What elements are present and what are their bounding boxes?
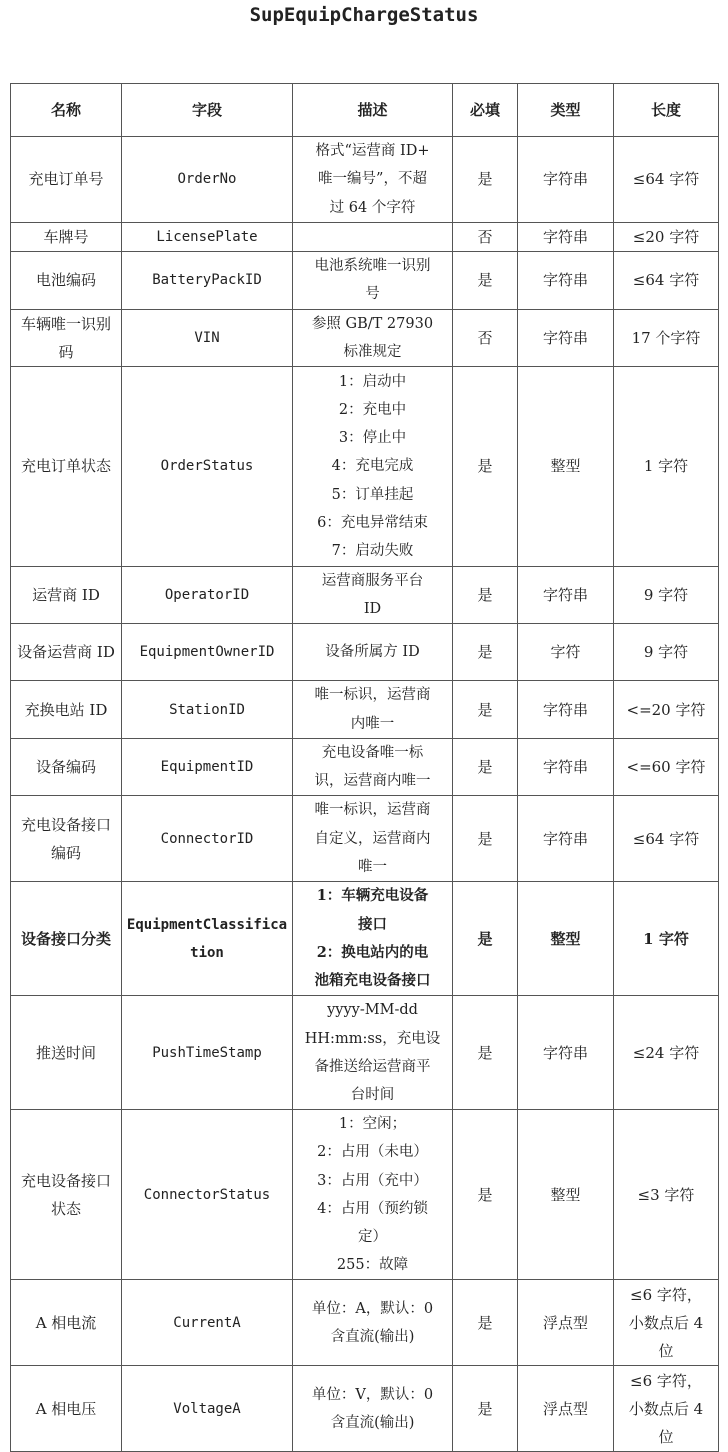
table-row (11, 223, 719, 252)
cell-field: ConnectorStatus (122, 1110, 293, 1280)
table-row (11, 252, 719, 309)
table-row (11, 1366, 719, 1452)
header-length: 长度 (614, 84, 719, 137)
field-table (10, 83, 719, 1452)
cell-name: 运营商 ID (11, 567, 122, 624)
cell-field: EquipmentOwnerID (122, 624, 293, 681)
cell-field: EquipmentClassification (122, 882, 293, 996)
cell-required: 是 (453, 882, 518, 996)
cell-length-line: ≤3 字符 (637, 1185, 695, 1204)
cell-description-line: 单位：A，默认：0 (311, 1300, 434, 1317)
cell-length (614, 567, 719, 624)
cell-field: ConnectorID (122, 796, 293, 882)
cell-length (614, 1280, 719, 1366)
cell-description (293, 137, 453, 223)
cell-type: 字符 (518, 624, 614, 681)
cell-type: 整型 (518, 367, 614, 567)
cell-type: 字符串 (518, 796, 614, 882)
table-row (11, 1110, 719, 1280)
cell-type: 字符串 (518, 996, 614, 1110)
header-type: 类型 (518, 84, 614, 137)
cell-description-line: HH:mm:ss，充电设 (304, 1030, 441, 1047)
cell-description-line: 唯一标识，运营商 (314, 802, 431, 819)
cell-length (614, 796, 719, 882)
cell-description-line: 备推送给运营商平 (314, 1058, 431, 1075)
cell-description-line: 1：启动中 (338, 373, 407, 390)
cell-description (293, 1110, 453, 1280)
cell-length-line: ≤64 字符 (632, 170, 700, 189)
cell-name: 充电设备接口编码 (11, 796, 122, 882)
cell-required: 否 (453, 309, 518, 366)
cell-description (293, 681, 453, 738)
cell-type: 字符串 (518, 738, 614, 795)
cell-description (293, 996, 453, 1110)
cell-description-line: 号 (365, 286, 380, 303)
table-row (11, 796, 719, 882)
cell-length (614, 624, 719, 681)
cell-description (293, 1280, 453, 1366)
cell-name: 充电订单号 (11, 137, 122, 223)
cell-length (614, 137, 719, 223)
cell-required: 是 (453, 137, 518, 223)
cell-required: 是 (453, 681, 518, 738)
cell-length-line: <=60 字符 (626, 757, 706, 776)
cell-name: 设备接口分类 (11, 882, 122, 996)
cell-required: 是 (453, 367, 518, 567)
cell-type: 字符串 (518, 681, 614, 738)
cell-length (614, 309, 719, 366)
table-row (11, 567, 719, 624)
document-title: SupEquipChargeStatus (249, 4, 479, 26)
cell-required: 是 (453, 796, 518, 882)
cell-description-line: 参照 GB/T 27930 (311, 315, 434, 332)
cell-description-line: 单位：V，默认：0 (311, 1386, 434, 1403)
cell-length-line: ≤64 字符 (632, 829, 700, 848)
cell-required: 是 (453, 624, 518, 681)
cell-description-line: 过 64 个字符 (329, 199, 416, 216)
cell-description-line: 2：充电中 (338, 402, 407, 418)
cell-description-line: 含直流(输出) (330, 1328, 415, 1345)
cell-description (293, 624, 453, 681)
header-required: 必填 (453, 84, 518, 137)
cell-name: 车牌号 (11, 223, 122, 252)
cell-required: 是 (453, 1110, 518, 1280)
table-row (11, 367, 719, 567)
cell-field: PushTimeStamp (122, 996, 293, 1110)
cell-name: 车辆唯一识别码 (11, 309, 122, 366)
cell-description-line: 电池系统唯一识别 (314, 258, 431, 275)
table-row (11, 882, 719, 996)
cell-description-line: 定） (358, 1229, 387, 1246)
cell-length-line: 17 个字符 (631, 328, 701, 347)
cell-length (614, 252, 719, 309)
cell-description-line: 唯一编号”，不超 (318, 171, 427, 188)
cell-description-line: 2：换电站内的电 (316, 943, 429, 961)
cell-length-line: ≤6 字符， (630, 1371, 702, 1390)
cell-length-line: ≤6 字符， (630, 1285, 702, 1304)
cell-field: OrderStatus (122, 367, 293, 567)
cell-description-line: 255：故障 (336, 1257, 409, 1274)
cell-description-line: yyyy-MM-dd (327, 1002, 418, 1019)
cell-type: 整型 (518, 882, 614, 996)
cell-name: 推送时间 (11, 996, 122, 1110)
cell-length-line: ≤20 字符 (632, 228, 700, 246)
cell-name: 设备编码 (11, 738, 122, 795)
cell-name: 充电设备接口状态 (11, 1110, 122, 1280)
cell-description (293, 367, 453, 567)
cell-type: 字符串 (518, 252, 614, 309)
cell-description-line: 台时间 (350, 1086, 395, 1103)
header-field: 字段 (122, 84, 293, 137)
table-row (11, 1280, 719, 1366)
cell-type: 字符串 (518, 309, 614, 366)
cell-description-line: 唯一 (358, 858, 387, 875)
table-row (11, 996, 719, 1110)
cell-field: CurrentA (122, 1280, 293, 1366)
cell-required: 是 (453, 738, 518, 795)
cell-description (293, 223, 453, 252)
cell-description-line: 含直流(输出) (330, 1414, 415, 1431)
cell-required: 是 (453, 1366, 518, 1452)
cell-length-line: 1 字符 (643, 929, 689, 948)
header-name: 名称 (11, 84, 122, 137)
cell-description-line: 3：停止中 (338, 430, 407, 447)
cell-field: OperatorID (122, 567, 293, 624)
table-header-row (11, 84, 719, 137)
cell-description (293, 738, 453, 795)
cell-required: 是 (453, 1280, 518, 1366)
cell-type: 整型 (518, 1110, 614, 1280)
cell-description (293, 252, 453, 309)
cell-field: OrderNo (122, 137, 293, 223)
cell-description (293, 1366, 453, 1452)
cell-description-line: 7：启动失败 (331, 543, 414, 560)
cell-description-line: 4：占用（预约锁 (317, 1200, 428, 1217)
cell-field: VIN (122, 309, 293, 366)
cell-length (614, 996, 719, 1110)
cell-length (614, 223, 719, 252)
table-row (11, 309, 719, 366)
cell-description-line: 6：充电异常结束 (317, 514, 428, 531)
cell-field: LicensePlate (122, 223, 293, 252)
cell-name: 电池编码 (11, 252, 122, 309)
cell-length (614, 738, 719, 795)
cell-field: EquipmentID (122, 738, 293, 795)
cell-description-line: 唯一标识，运营商 (314, 687, 431, 704)
cell-name: A 相电压 (11, 1366, 122, 1452)
cell-field: VoltageA (122, 1366, 293, 1452)
cell-length (614, 1366, 719, 1452)
cell-length-line: 1 字符 (643, 457, 689, 476)
cell-required: 是 (453, 252, 518, 309)
cell-required: 是 (453, 996, 518, 1110)
cell-description-line: 识，运营商内唯一 (314, 773, 431, 790)
cell-description-line: 2：占用（未电） (317, 1144, 428, 1161)
cell-description (293, 882, 453, 996)
cell-required: 否 (453, 223, 518, 252)
cell-description-line: 内唯一 (350, 715, 395, 732)
cell-length-line: 小数点后 4 (628, 1399, 704, 1418)
cell-description-line: 3：占用（充中） (317, 1172, 428, 1189)
cell-type: 字符串 (518, 567, 614, 624)
cell-type: 浮点型 (518, 1280, 614, 1366)
cell-description-line: 设备所属方 ID (325, 644, 420, 661)
cell-length (614, 882, 719, 996)
cell-field: BatteryPackID (122, 252, 293, 309)
cell-type: 浮点型 (518, 1366, 614, 1452)
cell-field: StationID (122, 681, 293, 738)
cell-length-line: 9 字符 (643, 643, 689, 662)
table-row (11, 624, 719, 681)
cell-length-line: ≤24 字符 (632, 1043, 700, 1062)
cell-name: 充电订单状态 (11, 367, 122, 567)
cell-length-line: 小数点后 4 (628, 1313, 704, 1332)
cell-description (293, 309, 453, 366)
cell-description-line: ID (363, 601, 382, 618)
cell-required: 是 (453, 567, 518, 624)
cell-name: 设备运营商 ID (11, 624, 122, 681)
cell-length (614, 367, 719, 567)
cell-length-line: 位 (658, 1428, 674, 1447)
cell-name: 充换电站 ID (11, 681, 122, 738)
cell-description-line: 自定义，运营商内 (314, 830, 431, 847)
cell-description-line: 运营商服务平台 (321, 573, 424, 590)
cell-description-line: 接口 (358, 915, 387, 933)
cell-description-line: 1：空闲； (338, 1116, 407, 1133)
cell-length-line: 位 (658, 1342, 674, 1361)
cell-description-line: 1：车辆充电设备 (316, 887, 429, 905)
cell-description-line: 池箱充电设备接口 (314, 971, 431, 989)
cell-description (293, 796, 453, 882)
header-description: 描述 (293, 84, 453, 137)
cell-length-line: 9 字符 (643, 586, 689, 605)
cell-type: 字符串 (518, 137, 614, 223)
cell-length-line: <=20 字符 (626, 700, 706, 719)
cell-description-line: 格式“运营商 ID+ (315, 143, 430, 160)
cell-length-line: ≤64 字符 (632, 271, 700, 290)
cell-description-line: 充电设备唯一标 (321, 744, 424, 761)
cell-type: 字符串 (518, 223, 614, 252)
table-body (11, 137, 719, 1452)
table-row (11, 137, 719, 223)
cell-length (614, 1110, 719, 1280)
cell-description-line: 标准规定 (343, 343, 402, 360)
cell-length (614, 681, 719, 738)
cell-description-line: 5：订单挂起 (331, 486, 414, 503)
cell-description (293, 567, 453, 624)
table-row (11, 681, 719, 738)
table-row (11, 738, 719, 795)
cell-name: A 相电流 (11, 1280, 122, 1366)
cell-description-line: 4：充电完成 (331, 458, 414, 475)
